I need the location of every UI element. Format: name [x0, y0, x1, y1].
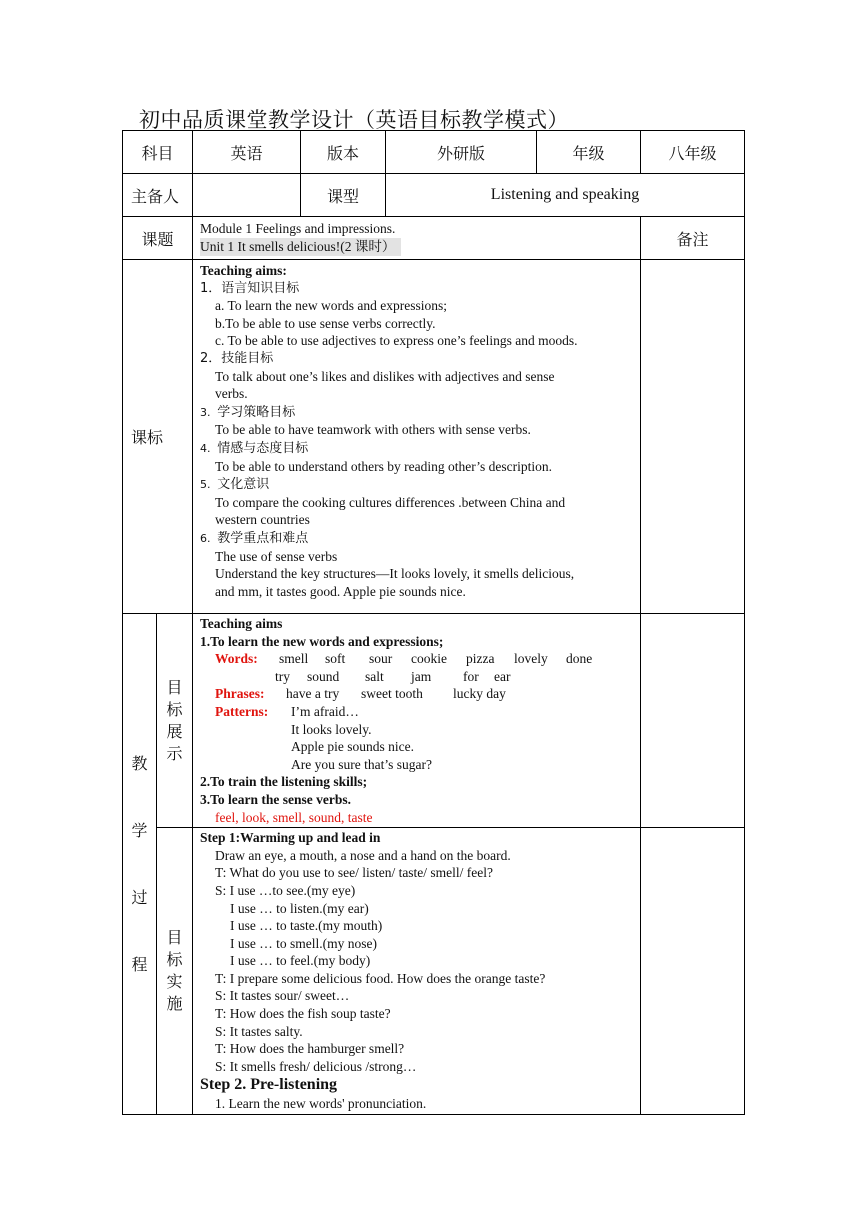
word-item: salt — [365, 668, 384, 684]
aim-6-title: 教学重点和难点 — [217, 530, 309, 546]
word-item: jam — [411, 668, 432, 684]
header-row-subject — [123, 131, 745, 174]
curriculum-content — [193, 260, 641, 614]
grade-label: 年级 — [537, 131, 641, 174]
words-row-2 — [200, 668, 634, 686]
aim-6-line-1: The use of sense verbs — [215, 548, 338, 564]
aim-2-line-2: verbs. — [215, 386, 248, 402]
process-char-2: 学 — [131, 820, 148, 840]
words-row — [200, 650, 634, 668]
implementation-content — [193, 828, 641, 1115]
process-display-row — [123, 614, 745, 828]
word-item: sour — [369, 651, 393, 667]
aim-5-line-2: western countries — [215, 512, 310, 528]
aim-5-line-1: To compare the cooking cultures differences .between China and — [215, 494, 566, 510]
impl-sub-line: I use … to listen.(my ear) — [230, 900, 369, 916]
word-item: sound — [307, 668, 340, 684]
curriculum-row — [123, 260, 745, 614]
phrase-item: sweet tooth — [361, 686, 423, 702]
words-label: Words: — [215, 651, 258, 667]
impl-line: S: It smells fresh/ delicious /strong… — [215, 1058, 417, 1074]
display-content — [193, 614, 641, 828]
curriculum-notes — [641, 260, 745, 614]
pattern-item: I’m afraid… — [291, 703, 359, 719]
aim-3-text: To be able to have teamwork with others with sense verbs. — [215, 422, 531, 438]
implementation-label — [157, 828, 193, 1115]
patterns-label: Patterns: — [215, 703, 269, 719]
impl-char-2: 标 — [166, 950, 183, 970]
impl-char-1: 目 — [166, 928, 183, 948]
word-item: try — [275, 668, 291, 684]
step-1-heading: Step 1:Warming up and lead in — [200, 830, 381, 846]
topic-line-1: Module 1 Feelings and impressions. — [200, 221, 396, 236]
process-char-1: 教 — [131, 753, 148, 773]
implementation-notes — [641, 828, 745, 1115]
display-char-4: 示 — [166, 743, 183, 763]
word-item: done — [566, 651, 593, 667]
impl-char-3: 实 — [166, 972, 183, 992]
subject-value: 英语 — [193, 131, 301, 174]
impl-sub-line: I use … to feel.(my body) — [230, 953, 371, 969]
aim-1c: c. To be able to use adjectives to express one’s feelings and moods. — [215, 333, 578, 349]
aim-1b: b.To be able to use sense verbs correctly. — [215, 315, 436, 331]
aim-5-title: 文化意识 — [217, 477, 270, 493]
phrases-row — [200, 685, 634, 703]
process-implementation-row — [123, 828, 745, 1115]
process-label — [123, 614, 157, 1115]
aim-1a: a. To learn the new words and expressions; — [215, 298, 448, 314]
word-item: for — [463, 668, 479, 684]
preparer-label: 主备人 — [123, 174, 193, 217]
edition-label: 版本 — [301, 131, 386, 174]
topic-label: 课题 — [123, 217, 193, 260]
lesson-plan-table — [122, 130, 745, 1115]
impl-line: S: It tastes salty. — [215, 1023, 303, 1039]
word-item: lovely — [514, 651, 548, 667]
aim-6-line-2: Understand the key structures—It looks lovely, it smells delicious, — [215, 566, 575, 582]
patterns-row — [200, 703, 634, 721]
pattern-item: Are you sure that’s sugar? — [291, 756, 432, 772]
preparer-value — [193, 174, 301, 217]
header-row-preparer — [123, 174, 745, 217]
display-notes — [641, 614, 745, 828]
impl-sub-line: I use … to taste.(my mouth) — [230, 918, 383, 934]
phrase-item: have a try — [286, 686, 340, 702]
process-char-3: 过 — [131, 887, 148, 907]
step-2-heading: Step 2. Pre-listening — [200, 1076, 338, 1094]
aim-3-num: 3. — [200, 405, 211, 419]
aim-2-line-1: To talk about one’s likes and dislikes with adjectives and sense — [215, 368, 555, 384]
impl-line: S: I use …to see.(my eye) — [215, 882, 356, 898]
topic-row — [123, 217, 745, 260]
subject-label: 科目 — [123, 131, 193, 174]
aim-1-title: 1．语言知识目标 — [200, 280, 300, 296]
impl-line: S: It tastes sour/ sweet… — [215, 988, 350, 1004]
pattern-item: Apple pie sounds nice. — [291, 739, 414, 755]
display-char-2: 标 — [166, 699, 183, 719]
word-item: pizza — [466, 651, 495, 667]
grade-value: 八年级 — [641, 131, 745, 174]
word-item: cookie — [411, 651, 448, 667]
sense-verbs: feel, look, smell, sound, taste — [215, 809, 373, 825]
curriculum-heading: Teaching aims: — [200, 263, 287, 278]
impl-line: T: How does the hamburger smell? — [215, 1041, 405, 1057]
display-heading: Teaching aims — [200, 616, 283, 631]
impl-line: Draw an eye, a mouth, a nose and a hand on the board. — [215, 847, 511, 863]
curriculum-label: 课标 — [123, 260, 193, 614]
type-label: 课型 — [301, 174, 386, 217]
impl-line: T: What do you use to see/ listen/ taste/ smell/ feel? — [215, 865, 494, 881]
page-title: 初中品质课堂教学设计（英语目标教学模式） — [139, 108, 569, 132]
edition-value: 外研版 — [386, 131, 537, 174]
impl-sub-line: I use … to smell.(my nose) — [230, 935, 377, 951]
phrases-label: Phrases: — [215, 686, 265, 702]
impl-line: T: I prepare some delicious food. How does the orange taste? — [215, 970, 546, 986]
aim-4-title: 情感与态度目标 — [217, 440, 309, 456]
aim-2-title: 2．技能目标 — [200, 350, 274, 366]
word-item: smell — [279, 651, 309, 667]
aim-6-line-3: and mm, it tastes good. Apple pie sounds nice. — [215, 583, 466, 599]
type-value: Listening and speaking — [386, 174, 745, 217]
display-label — [157, 614, 193, 828]
aim-6-num: 6. — [200, 531, 211, 545]
notes-label: 备注 — [641, 217, 745, 260]
impl-line: 1. Learn the new words' pronunciation. — [215, 1096, 427, 1112]
process-char-4: 程 — [131, 954, 148, 974]
aim-4-text: To be able to understand others by reading other’s description. — [215, 458, 552, 474]
display-aim-2: 2.To train the listening skills; — [200, 774, 368, 790]
display-char-3: 展 — [166, 721, 183, 741]
pattern-item: It looks lovely. — [291, 721, 372, 737]
aim-3-title: 学习策略目标 — [217, 404, 296, 420]
impl-line: T: How does the fish soup taste? — [215, 1006, 391, 1022]
topic-line-2: Unit 1 It smells delicious!(2 课时） — [200, 238, 401, 256]
aim-5-num: 5. — [200, 478, 211, 492]
topic-value — [193, 217, 641, 260]
impl-char-4: 施 — [166, 994, 183, 1014]
phrase-item: lucky day — [453, 686, 506, 702]
display-char-1: 目 — [166, 677, 183, 697]
aim-4-num: 4. — [200, 441, 211, 455]
word-item: ear — [494, 668, 511, 684]
word-item: soft — [325, 651, 346, 667]
display-aim-3: 3.To learn the sense verbs. — [200, 791, 352, 807]
display-aim-1: 1.To learn the new words and expressions; — [200, 633, 444, 649]
